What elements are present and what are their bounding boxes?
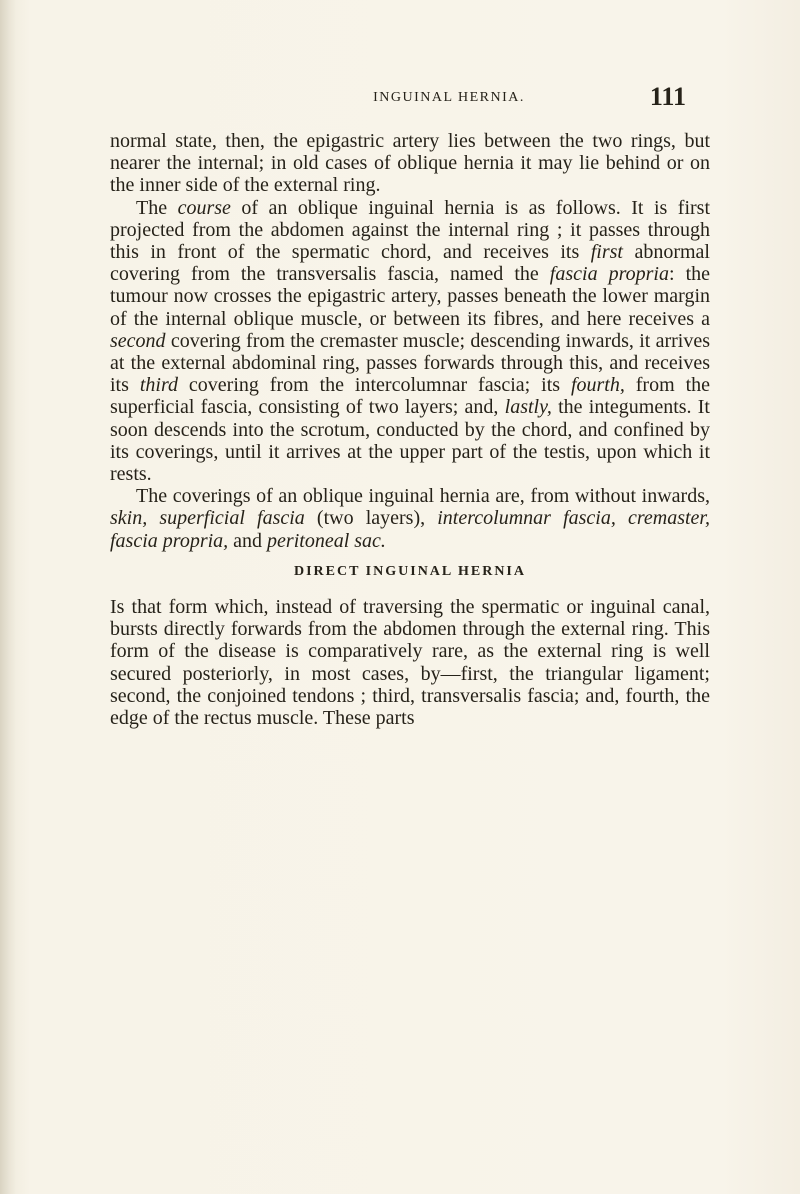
italic-term: peritoneal sac. (267, 529, 386, 552)
text-run: (two layers), (304, 507, 438, 530)
italic-term: intercolumnar fascia, cremaster, fascia propria, (110, 507, 710, 552)
body-text (110, 130, 710, 729)
section-heading: DIRECT INGUINAL HERNIA (293, 563, 526, 579)
text-run: covering from the cremaster muscle; descending inwards, it arrives at the external abdominal ring, passes forwards through this, and receives its (110, 329, 710, 397)
text-run: from the superficial fascia, consisting of two layers; and, (110, 374, 711, 419)
text-run: normal state, then, the epigastric artery lies between the two rings, but nearer the internal; in old cases of oblique hernia it may lie behind or on the inner side of the external ring. (110, 130, 710, 197)
paragraph-p4 (110, 596, 710, 729)
italic-term: skin, superficial fascia (110, 507, 305, 530)
text-run: of an oblique inguinal hernia is as follows. It is first projected from the abdomen against the internal ring ; it passes through this in front of the spermatic chord, and receives its (110, 196, 710, 264)
text-run: and (228, 529, 268, 552)
paragraph-group-oblique-hernia (110, 130, 710, 552)
page-gutter-shadow (0, 0, 16, 1194)
page-header (110, 82, 710, 122)
paragraph-p3 (110, 485, 710, 552)
page-number: 111 (649, 82, 686, 111)
text-run: the integuments. It soon descends into the scrotum, conducted by the chord, and confined by its coverings, until it arrives at the upper part of the testis, upon which it rests. (110, 396, 710, 486)
italic-term: second (110, 329, 166, 352)
running-head: INGUINAL HERNIA. (373, 90, 525, 105)
paragraph-p1 (110, 130, 710, 197)
text-run: covering from the intercolumnar fascia; its (177, 374, 571, 397)
italic-term: third (139, 374, 178, 397)
text-run: Is that form which, instead of traversing the spermatic or inguinal canal, bursts directly forwards from the abdomen through the external ring. This form of the disease is comparatively rare, as the external ring is well secured posteriorly, in most cases, by—first, the triangular ligament; second, the conjoined tendons ; third, transversalis fascia; and, fourth, the edge of the rectus muscle. These parts (110, 596, 710, 730)
italic-term: first (590, 241, 623, 264)
italic-term: course (177, 196, 231, 219)
text-run: The (136, 196, 178, 219)
italic-term: fascia propria (549, 263, 669, 286)
italic-term: lastly, (504, 396, 552, 419)
text-run: : the tumour now crosses the epigastric artery, passes beneath the lower margin of the internal oblique muscle, or between its fibres, and here receives a (110, 263, 710, 330)
italic-term: fourth, (570, 374, 625, 397)
paragraph-group-direct-hernia (110, 596, 710, 729)
text-run: abnormal covering from the transversalis fascia, named the (110, 241, 710, 286)
text-run: The coverings of an oblique inguinal hernia are, from without inwards, (136, 485, 710, 508)
paragraph-p2 (110, 197, 710, 486)
